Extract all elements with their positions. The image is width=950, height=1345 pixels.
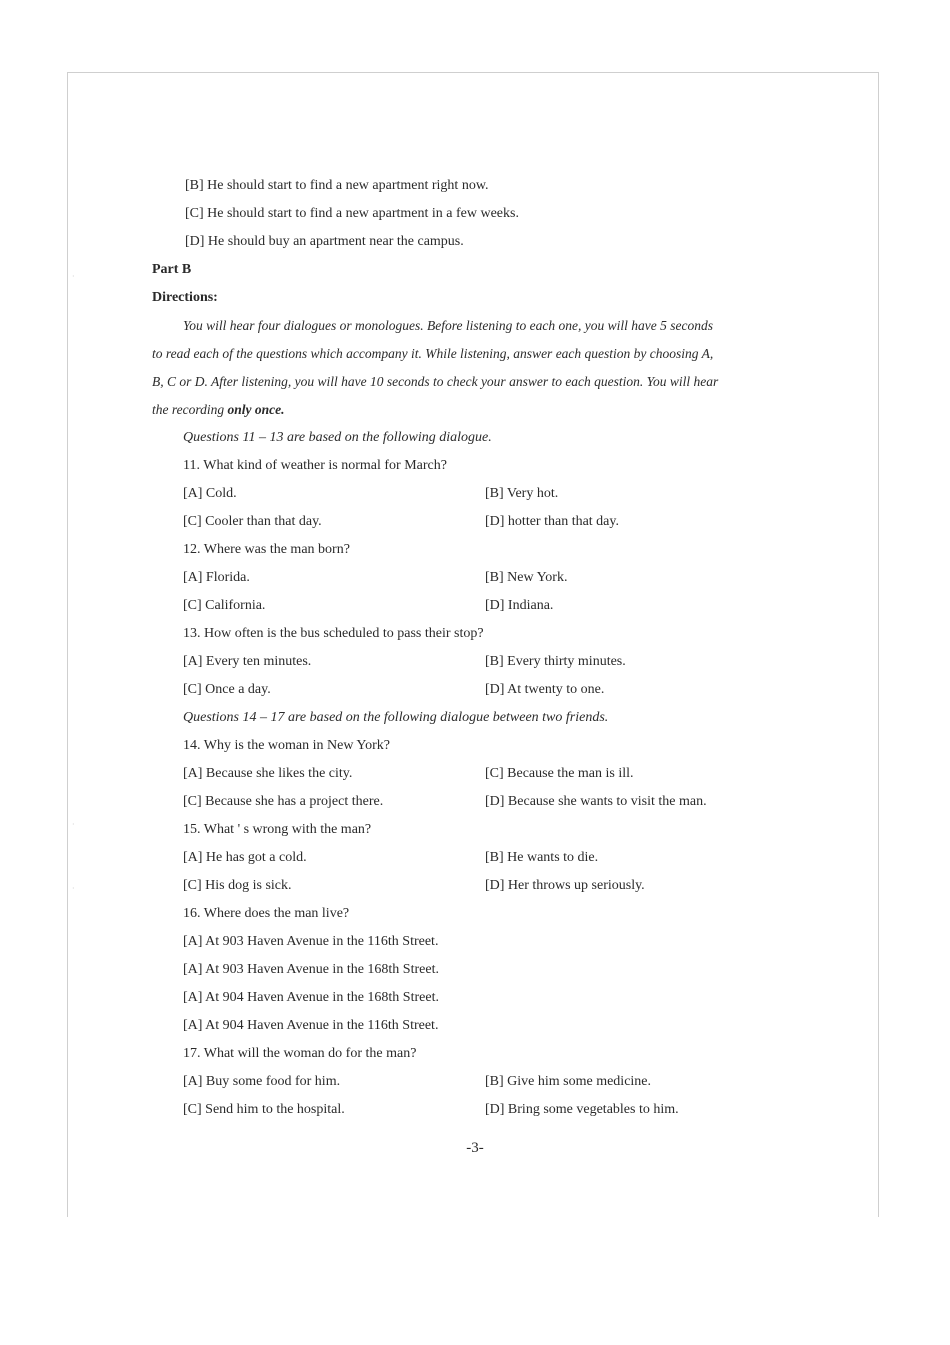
question-12: 12. Where was the man born?: [183, 542, 350, 557]
option-b-prev: [B] He should start to find a new apartment right now.: [185, 178, 489, 193]
option-d: [D] Indiana.: [485, 598, 554, 613]
option-row: [152, 564, 816, 592]
option-a: [A] Every ten minutes.: [183, 654, 312, 669]
option-d: [D] Bring some vegetables to him.: [485, 1102, 679, 1117]
option-row: [152, 592, 816, 620]
option-b: [B] Give him some medicine.: [485, 1074, 652, 1089]
question-14: 14. Why is the woman in New York?: [183, 738, 391, 753]
option-d: [D] Because she wants to visit the man.: [485, 794, 707, 809]
directions-line-2: to read each of the questions which accompany it. While listening, answer each question by choosing A,: [152, 346, 714, 361]
document-body: [152, 172, 816, 1124]
scan-mark: ·: [72, 272, 75, 281]
question-17: 17. What will the woman do for the man?: [183, 1046, 417, 1061]
option-row: [152, 648, 816, 676]
directions-last-text: the recording: [152, 402, 228, 417]
option-row: [152, 760, 816, 788]
option-b: [B] New York.: [485, 570, 568, 585]
option-row: [152, 1096, 816, 1124]
option-row: [152, 1068, 816, 1096]
option-d: [D] hotter than that day.: [485, 514, 619, 529]
option-row: [152, 480, 816, 508]
page-number: -3-: [466, 1140, 484, 1156]
option-a: [A] He has got a cold.: [183, 850, 307, 865]
scan-mark: ·: [72, 820, 75, 829]
option-row: [152, 508, 816, 536]
option-a: [A] Cold.: [183, 486, 237, 501]
option-c: [C] Cooler than that day.: [183, 514, 322, 529]
option-row: [152, 676, 816, 704]
option-c: [C] His dog is sick.: [183, 878, 292, 893]
option-a: [A] At 904 Haven Avenue in the 168th Street.: [183, 990, 439, 1005]
option-b: [B] Very hot.: [485, 486, 559, 501]
option-d-prev: [D] He should buy an apartment near the campus.: [185, 234, 464, 249]
group-instruction-1: Questions 11 – 13 are based on the following dialogue.: [183, 430, 492, 445]
option-a: [A] Florida.: [183, 570, 250, 585]
question-11: 11. What kind of weather is normal for March?: [183, 458, 447, 473]
option-a: [A] At 903 Haven Avenue in the 168th Street.: [183, 962, 439, 977]
option-b: [C] Because the man is ill.: [485, 766, 634, 781]
directions-title: Directions:: [152, 290, 218, 305]
option-c: [C] California.: [183, 598, 266, 613]
option-a: [A] Buy some food for him.: [183, 1074, 341, 1089]
option-c: [C] Send him to the hospital.: [183, 1102, 345, 1117]
option-a: [A] At 904 Haven Avenue in the 116th Street.: [183, 1018, 439, 1033]
option-b: [B] Every thirty minutes.: [485, 654, 626, 669]
option-d: [D] At twenty to one.: [485, 682, 605, 697]
option-c-prev: [C] He should start to find a new apartment in a few weeks.: [185, 206, 519, 221]
option-row: [152, 844, 816, 872]
option-a: [A] Because she likes the city.: [183, 766, 353, 781]
part-title: Part B: [152, 262, 192, 277]
option-row: [152, 788, 816, 816]
option-c: [C] Once a day.: [183, 682, 271, 697]
directions-line-3: B, C or D. After listening, you will have 10 seconds to check your answer to each question. You will hear: [152, 374, 719, 389]
directions-emphasis: only once.: [227, 402, 285, 417]
question-16: 16. Where does the man live?: [183, 906, 350, 921]
directions-line-4: [152, 396, 816, 424]
option-a: [A] At 903 Haven Avenue in the 116th Street.: [183, 934, 439, 949]
option-c: [C] Because she has a project there.: [183, 794, 384, 809]
scan-mark: ·: [72, 884, 75, 893]
question-13: 13. How often is the bus scheduled to pass their stop?: [183, 626, 484, 641]
option-row: [152, 872, 816, 900]
directions-line-1: You will hear four dialogues or monologues. Before listening to each one, you will have 5 seconds: [183, 318, 713, 333]
group-instruction-2: Questions 14 – 17 are based on the following dialogue between two friends.: [183, 710, 609, 725]
option-d: [D] Her throws up seriously.: [485, 878, 645, 893]
option-b: [B] He wants to die.: [485, 850, 599, 865]
question-15: 15. What ' s wrong with the man?: [183, 822, 372, 837]
